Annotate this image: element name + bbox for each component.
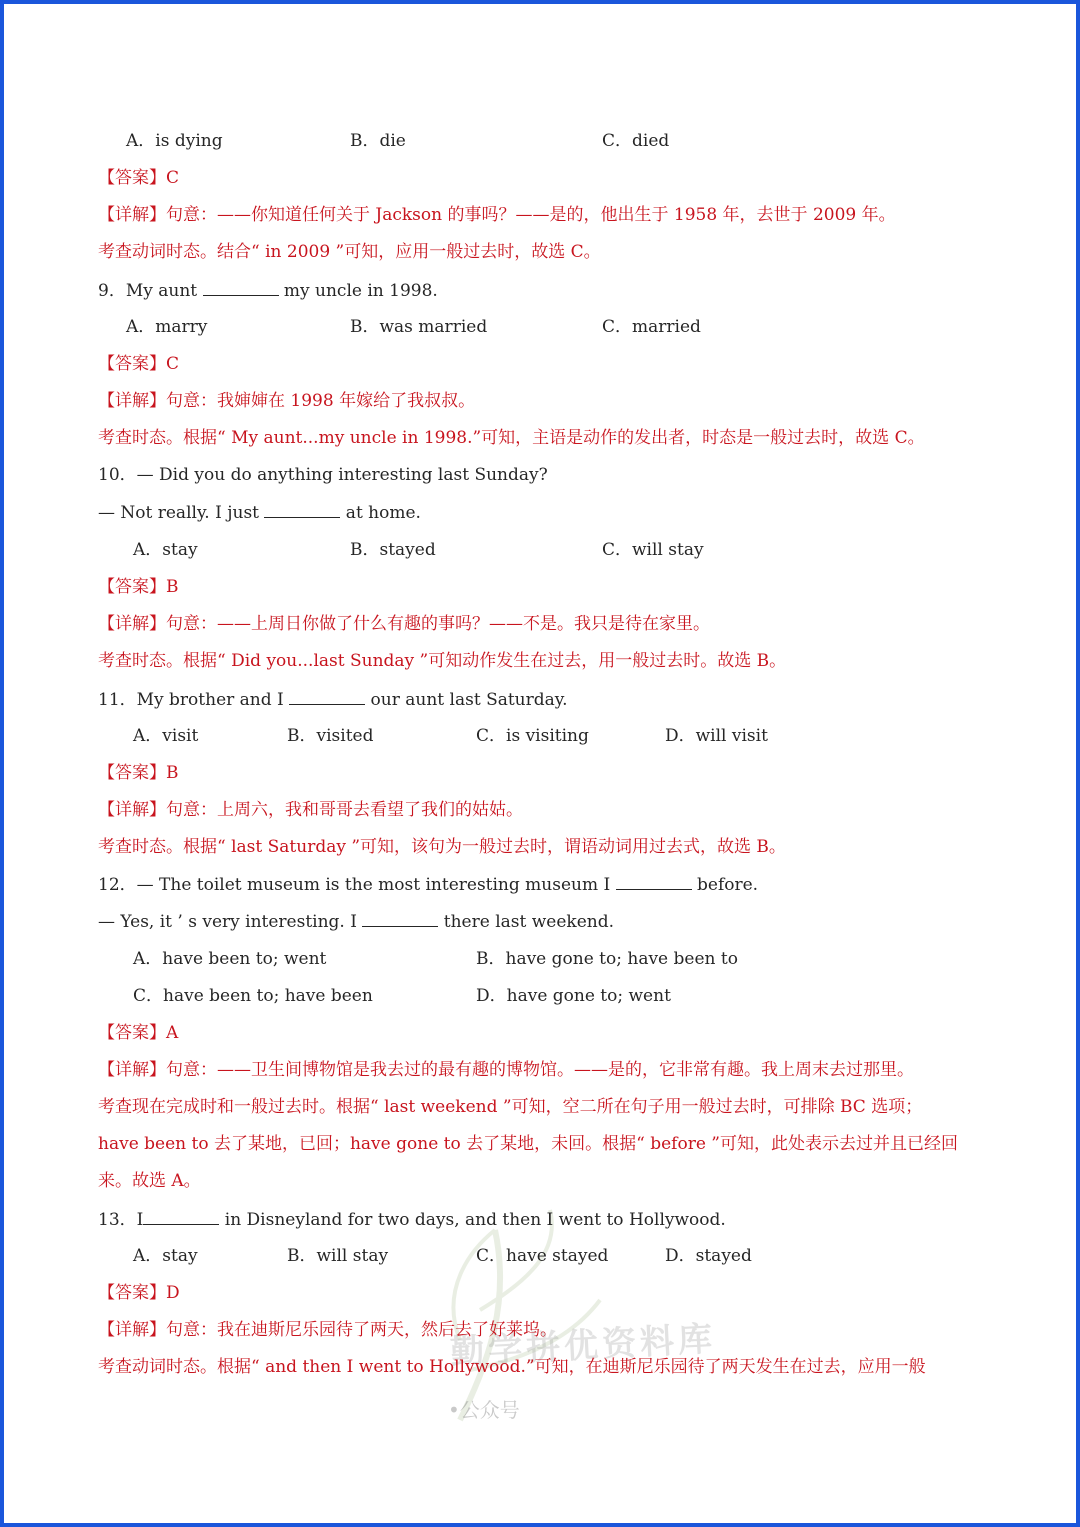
q9-stem-before: 9．My aunt xyxy=(98,281,203,301)
q11-stem xyxy=(98,688,568,711)
q12-stem2 xyxy=(98,910,614,933)
q8-option-a: A．is dying xyxy=(126,131,223,151)
q13-stem-before: 13．I xyxy=(98,1210,144,1230)
q9-analysis: 考查时态。根据“ My aunt...my uncle in 1998.”可知，主语是动作的发出者，时态是一般过去时，故选 C。 xyxy=(98,428,925,448)
q10-analysis: 考查时态。根据“ Did you...last Sunday ”可知动作发生在过去，用一般过去时。故选 B。 xyxy=(98,651,787,671)
q9-stem xyxy=(98,279,438,302)
q13-blank xyxy=(143,1208,219,1225)
q12-stem xyxy=(98,873,758,896)
q10-answer: 【答案】B xyxy=(98,577,179,597)
q8-explain: 【详解】句意：——你知道任何关于 Jackson 的事吗？——是的，他出生于 1958 年，去世于 2009 年。 xyxy=(98,205,896,225)
q12-option-d: D．have gone to; went xyxy=(476,986,671,1006)
q8-option-b: B．die xyxy=(350,131,406,151)
q13-answer: 【答案】D xyxy=(98,1283,180,1303)
q8-option-c: C．died xyxy=(602,131,670,151)
q10-stem2 xyxy=(98,501,421,524)
q13-explain: 【详解】句意：我在迪斯尼乐园待了两天，然后去了好莱坞。 xyxy=(98,1320,557,1340)
q9-option-a: A．marry xyxy=(126,317,208,337)
q9-explain: 【详解】句意：我婶婶在 1998 年嫁给了我叔叔。 xyxy=(98,391,476,411)
q10-option-c: C．will stay xyxy=(602,540,704,560)
q12-blank-2 xyxy=(362,910,438,927)
q11-option-a: A．visit xyxy=(133,726,199,746)
q10-stem: 10．— Did you do anything interesting last Sunday? xyxy=(98,465,548,485)
q13-stem xyxy=(98,1208,726,1231)
q12-analysis-2: have been to 去了某地，已回；have gone to 去了某地，未回。根据“ before ”可知，此处表示去过并且已经回 xyxy=(98,1134,958,1154)
q12-option-c: C．have been to; have been xyxy=(133,986,373,1006)
q12-stem2-after: there last weekend. xyxy=(438,912,615,932)
q12-explain: 【详解】句意：——卫生间博物馆是我去过的最有趣的博物馆。——是的，它非常有趣。我上周末去过那里。 xyxy=(98,1060,914,1080)
q10-option-a: A．stay xyxy=(133,540,198,560)
q12-answer: 【答案】A xyxy=(98,1023,179,1043)
watermark-title: 勤学拼优资料库 xyxy=(449,1319,718,1373)
q13-analysis: 考查动词时态。根据“ and then I went to Hollywood.”可知，在迪斯尼乐园待了两天发生在过去，应用一般 xyxy=(98,1357,926,1377)
q12-blank-1 xyxy=(616,873,692,890)
q10-blank xyxy=(264,501,340,518)
q13-stem-after: in Disneyland for two days, and then I went to Hollywood. xyxy=(219,1210,726,1230)
q12-stem-after: before. xyxy=(691,875,759,895)
q10-stem2-before: — Not really. I just xyxy=(98,503,265,523)
q9-option-b: B．was married xyxy=(350,317,488,337)
q13-option-a: A．stay xyxy=(133,1246,198,1266)
watermark-subtitle: •公众号 xyxy=(448,1398,520,1422)
q12-option-a: A．have been to; went xyxy=(133,949,327,969)
q10-explain: 【详解】句意：——上周日你做了什么有趣的事吗？——不是。我只是待在家里。 xyxy=(98,614,710,634)
q8-answer: 【答案】C xyxy=(98,168,180,188)
q12-stem2-before: — Yes, it ’ s very interesting. I xyxy=(98,912,363,932)
q13-option-b: B．will stay xyxy=(287,1246,389,1266)
q9-stem-after: my uncle in 1998. xyxy=(278,281,438,301)
q12-analysis-1: 考查现在完成时和一般过去时。根据“ last weekend ”可知，空二所在句子用一般过去时，可排除 BC 选项； xyxy=(98,1097,923,1117)
q12-stem-before: 12．— The toilet museum is the most interesting museum I xyxy=(98,875,616,895)
q9-blank xyxy=(203,279,279,296)
q12-analysis-3: 来。故选 A。 xyxy=(98,1171,201,1191)
q8-analysis: 考查动词时态。结合“ in 2009 ”可知，应用一般过去时，故选 C。 xyxy=(98,242,601,262)
q11-option-b: B．visited xyxy=(287,726,374,746)
q11-stem-after: our aunt last Saturday. xyxy=(365,690,568,710)
q9-answer: 【答案】C xyxy=(98,354,180,374)
q11-analysis: 考查时态。根据“ last Saturday ”可知，该句为一般过去时，谓语动词用过去式，故选 B。 xyxy=(98,837,786,857)
q12-option-b: B．have gone to; have been to xyxy=(476,949,738,969)
q9-option-c: C．married xyxy=(602,317,701,337)
q11-blank xyxy=(289,688,365,705)
q13-option-c: C．have stayed xyxy=(476,1246,609,1266)
q10-option-b: B．stayed xyxy=(350,540,436,560)
q13-option-d: D．stayed xyxy=(665,1246,752,1266)
q11-stem-before: 11．My brother and I xyxy=(98,690,290,710)
q10-stem2-after: at home. xyxy=(340,503,421,523)
q11-answer: 【答案】B xyxy=(98,763,179,783)
q11-explain: 【详解】句意：上周六，我和哥哥去看望了我们的姑姑。 xyxy=(98,800,523,820)
q11-option-c: C．is visiting xyxy=(476,726,589,746)
q11-option-d: D．will visit xyxy=(665,726,768,746)
